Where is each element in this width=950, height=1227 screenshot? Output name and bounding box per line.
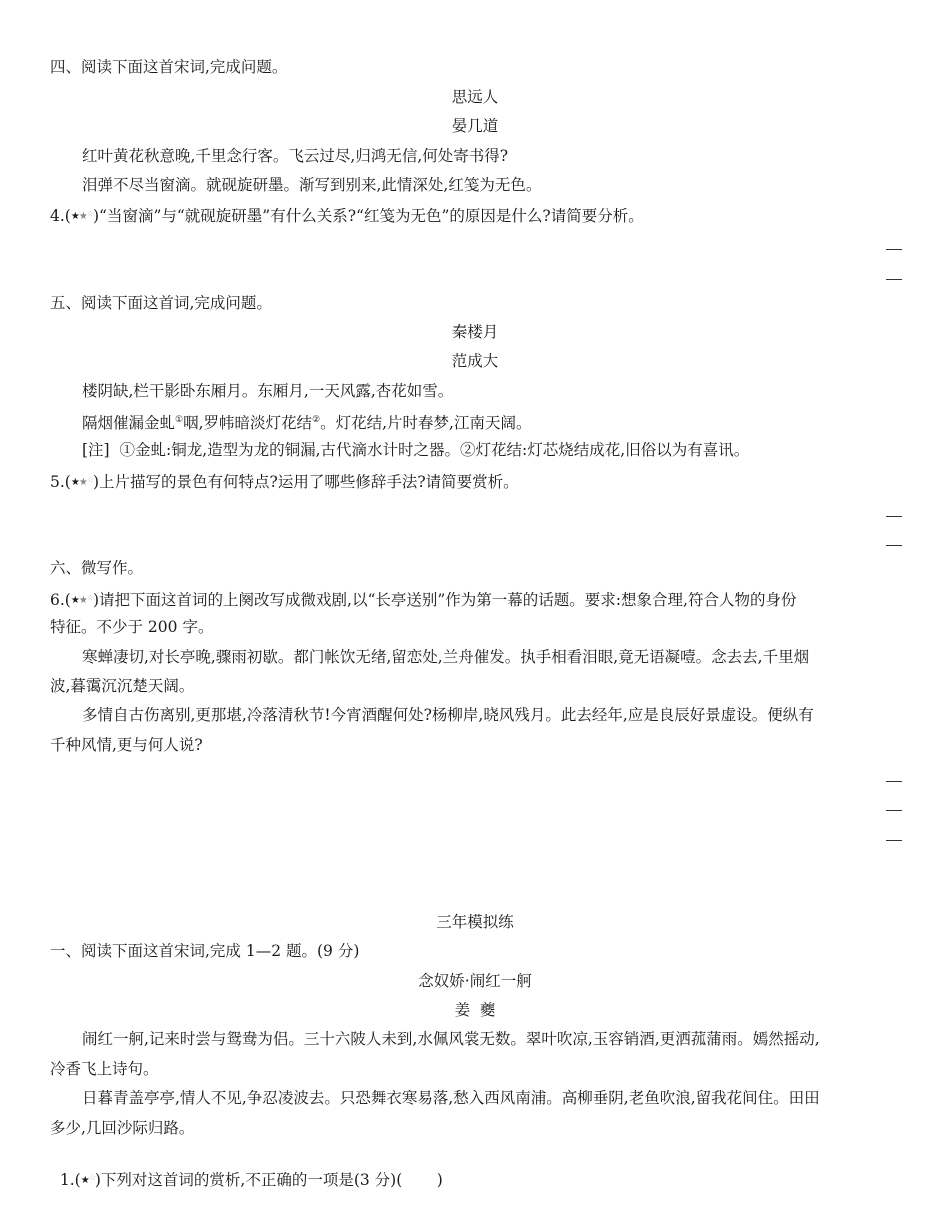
practice-title: 三年模拟练 (436, 913, 514, 931)
answer-line[interactable] (886, 840, 902, 841)
question-1: 1.(★☆)下列对这首词的赏析,不正确的一项是(3 分)( ) (50, 1148, 443, 1191)
practice-heading: 一、阅读下面这首宋词,完成 1—2 题。(9 分) (50, 942, 360, 960)
poem-author-jiangkui: 姜 夔 (454, 1001, 496, 1019)
poem-title-siyuanren: 思远人 (451, 88, 499, 106)
poem-line: 隔烟催漏金虬①咽,罗帏暗淡灯花结②。灯花结,片时春梦,江南天阔。 (82, 414, 532, 432)
poem-paragraph: 多情自古伤离别,更那堪,冷落清秋节!今宵酒醒何处?杨柳岸,晓风残月。此去经年,应是良辰好景虚设。便纵有 (82, 706, 814, 724)
question-5: 5.(★★☆)上片描写的景色有何特点?运用了哪些修辞手法?请简要赏析。 (50, 470, 519, 493)
poem-paragraph: 寒蝉凄切,对长亭晚,骤雨初歇。都门帐饮无绪,留恋处,兰舟催发。执手相看泪眼,竟无语凝噎。念去去,千里烟 (82, 648, 810, 666)
poem-paragraph: 冷香飞上诗句。 (50, 1060, 159, 1078)
poem-line: 泪弹不尽当窗滴。就砚旋研墨。渐写到别来,此情深处,红笺为无色。 (82, 176, 542, 194)
question-number: 5. (50, 473, 65, 491)
poem-paragraph: 多少,几回沙际归路。 (50, 1119, 195, 1137)
star-rating-icon: ★★☆ (70, 593, 93, 606)
section-4-heading: 四、阅读下面这首宋词,完成问题。 (50, 58, 288, 76)
question-number: 1. (59, 1171, 75, 1189)
footnote (82, 440, 749, 460)
poem-line: 楼阴缺,栏干影卧东厢月。东厢月,一天风露,杏花如雪。 (82, 382, 454, 400)
question-number: 4. (50, 207, 65, 225)
poem-title-qinlouyue: 秦楼月 (451, 323, 499, 341)
question-number: 6. (50, 591, 65, 609)
question-6: 6.(★★☆)请把下面这首词的上阕改写成微戏剧,以“长亭送别”作为第一幕的话题。要求:想象合理,符合人物的身份 (50, 588, 796, 611)
answer-line[interactable] (886, 810, 902, 811)
poem-paragraph: 闹红一舸,记来时尝与鸳鸯为侣。三十六陂人未到,水佩风裳无数。翠叶吹凉,玉容销酒,更洒菰蒲雨。嫣然摇动, (82, 1030, 820, 1048)
question-text: 上片描写的景色有何特点?运用了哪些修辞手法?请简要赏析。 (99, 473, 519, 491)
answer-line[interactable] (886, 781, 902, 782)
poem-paragraph: 日暮青盖亭亭,情人不见,争忍凌波去。只恐舞衣寒易落,愁入西风南浦。高柳垂阴,老鱼吹浪,留我花间住。田田 (82, 1089, 820, 1107)
question-text: “当窗滴”与“就砚旋研墨”有什么关系?“红笺为无色”的原因是什么?请简要分析。 (99, 207, 644, 225)
answer-line[interactable] (886, 279, 902, 280)
star-rating-icon: ★★☆ (70, 209, 93, 222)
section-5-heading: 五、阅读下面这首词,完成问题。 (50, 294, 272, 312)
star-rating-icon: ★★☆ (70, 475, 93, 488)
question-text: 下列对这首词的赏析,不正确的一项是(3 分)( ) (100, 1171, 443, 1189)
question-text: 特征。不少于 200 字。 (50, 618, 214, 636)
answer-line[interactable] (886, 516, 902, 517)
poem-paragraph: 千种风情,更与何人说? (50, 736, 203, 754)
answer-line[interactable] (886, 249, 902, 250)
star-rating-icon: ★☆ (80, 1173, 95, 1186)
footnote-marker: ② (312, 415, 321, 425)
section-6-heading: 六、微写作。 (50, 559, 144, 577)
poem-paragraph: 波,暮霭沉沉楚天阔。 (50, 677, 195, 695)
poem-author-yanjidao: 晏几道 (451, 117, 499, 135)
poem-title-niannujiao: 念奴娇·闹红一舸 (418, 972, 532, 990)
poem-line: 红叶黄花秋意晚,千里念行客。飞云过尽,归鸿无信,何处寄书得? (82, 147, 509, 165)
question-text: 请把下面这首词的上阕改写成微戏剧,以“长亭送别”作为第一幕的话题。要求:想象合理,符合人物的身份 (99, 591, 797, 609)
poem-author-fanchengda: 范成大 (451, 352, 499, 370)
footnote-marker: ① (175, 415, 184, 425)
footnote-label: [注] (82, 441, 110, 459)
question-4: 4.(★★☆)“当窗滴”与“就砚旋研墨”有什么关系?“红笺为无色”的原因是什么?请简要分析。 (50, 204, 644, 227)
footnote-text: ①金虬:铜龙,造型为龙的铜漏,古代滴水计时之器。②灯花结:灯芯烧结成花,旧俗以为有喜讯。 (119, 441, 750, 459)
answer-line[interactable] (886, 545, 902, 546)
